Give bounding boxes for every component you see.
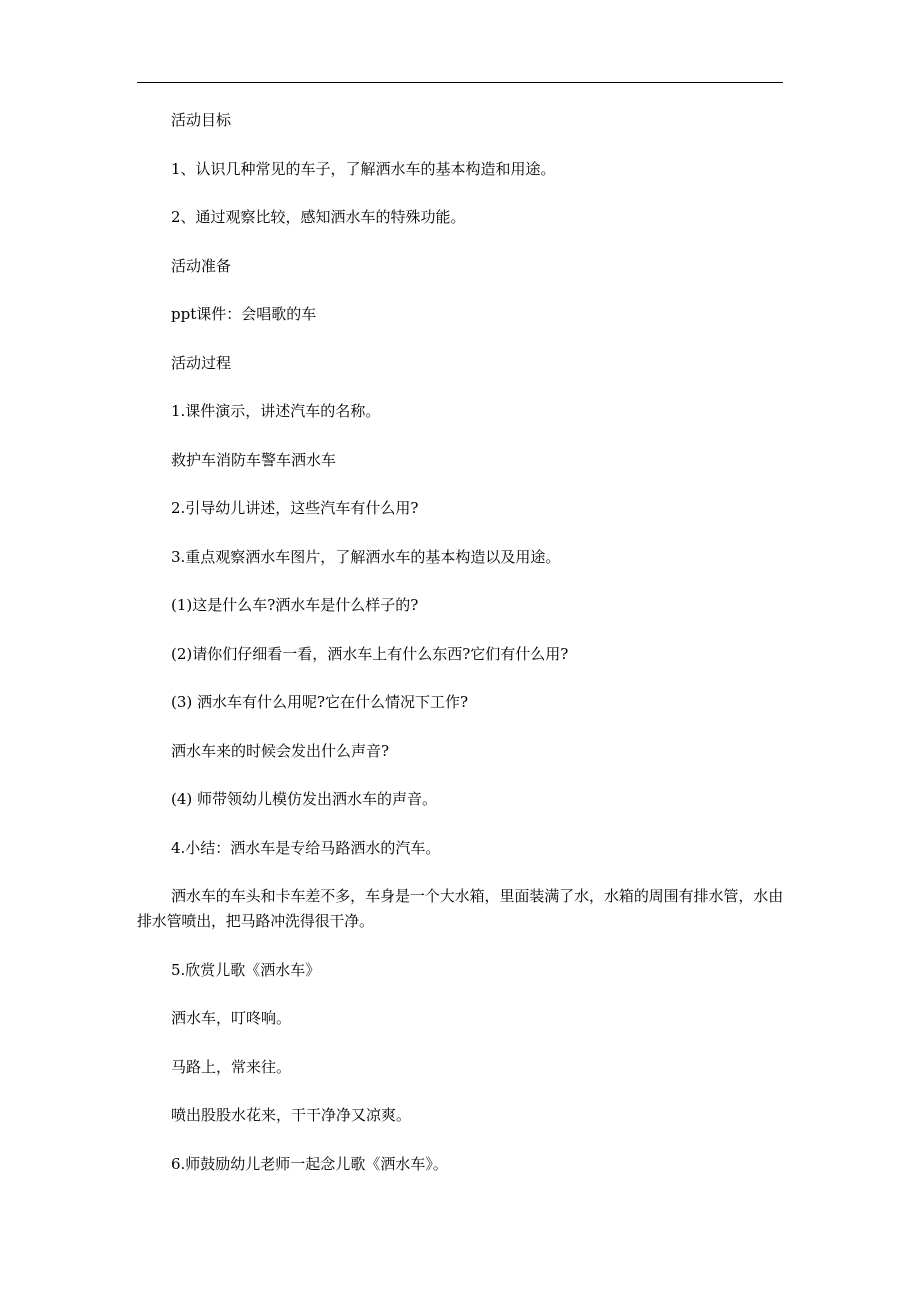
document-body <box>137 108 783 1200</box>
paragraph: 救护车消防车警车洒水车 <box>171 450 337 469</box>
section-heading-objectives: 活动目标 <box>171 111 232 129</box>
paragraph: 6.师鼓励幼儿老师一起念儿歌《洒水车》。 <box>171 1154 448 1173</box>
paragraph: (2)请你们仔细看一看，洒水车上有什么东西?它们有什么用? <box>171 644 569 663</box>
paragraph: 5.欣赏儿歌《洒水车》 <box>171 960 321 979</box>
paragraph: 3.重点观察洒水车图片，了解洒水车的基本构造以及用途。 <box>171 547 561 566</box>
section-heading-preparation: 活动准备 <box>171 256 232 275</box>
paragraph: (4) 师带领幼儿模仿发出洒水车的声音。 <box>171 790 438 808</box>
poem-line: 喷出股股水花来，干干净净又凉爽。 <box>171 1106 412 1124</box>
poem-line: 洒水车，叮咚响。 <box>171 1009 292 1027</box>
paragraph: 洒水车的车头和卡车差不多，车身是一个大水箱，里面装满了水，水箱的周围有排水管，水由排水管喷出，把马路冲洗得很干净。 <box>137 887 783 930</box>
paragraph: 洒水车来的时候会发出什么声音? <box>171 741 390 760</box>
paragraph: 1、认识几种常见的车子，了解洒水车的基本构造和用途。 <box>171 159 556 178</box>
section-heading-process: 活动过程 <box>171 353 232 372</box>
paragraph: 2.引导幼儿讲述，这些汽车有什么用? <box>171 499 419 517</box>
paragraph: 1.课件演示，讲述汽车的名称。 <box>171 402 381 420</box>
paragraph: ppt课件：会唱歌的车 <box>171 305 317 323</box>
paragraph: (1)这是什么车?洒水车是什么样子的? <box>171 596 419 614</box>
header-rule <box>137 82 783 83</box>
poem-line: 马路上，常来往。 <box>171 1057 292 1076</box>
paragraph: 2、通过观察比较，感知洒水车的特殊功能。 <box>171 208 466 226</box>
paragraph: (3) 洒水车有什么用呢?它在什么情况下工作? <box>171 693 469 711</box>
paragraph: 4.小结：洒水车是专给马路洒水的汽车。 <box>171 838 441 857</box>
